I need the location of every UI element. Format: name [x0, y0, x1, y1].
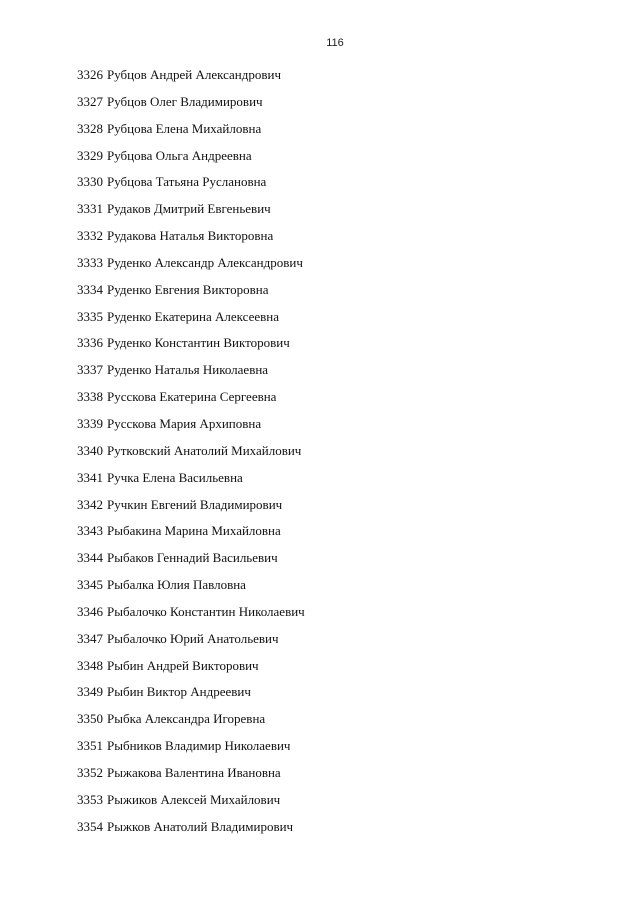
entry-number: 3339 [77, 415, 103, 431]
list-item [77, 388, 305, 415]
list-item [77, 657, 305, 684]
list-item [77, 522, 305, 549]
list-item [77, 683, 305, 710]
entry-name: Ручкин Евгений Владимирович [107, 496, 283, 512]
entry-name: Руденко Екатерина Алексеевна [107, 308, 280, 324]
list-item [77, 496, 305, 523]
entry-name: Рыбалочко Константин Николаевич [107, 603, 305, 619]
entry-number: 3354 [77, 818, 103, 834]
entry-name: Рыжков Анатолий Владимирович [107, 818, 294, 834]
list-item [77, 66, 305, 93]
entry-name: Руденко Наталья Николаевна [107, 362, 269, 378]
list-item [77, 791, 305, 818]
entry-name: Руденко Александр Александрович [107, 254, 303, 270]
entry-number: 3347 [77, 630, 103, 646]
entry-number: 3353 [77, 791, 103, 807]
entry-name: Рубцов Андрей Александрович [107, 67, 281, 82]
entry-name: Рудакова Наталья Викторовна [107, 228, 274, 244]
entry-name: Рубцова Елена Михайловна [107, 120, 262, 136]
list-item [77, 147, 305, 174]
entry-name: Рубцова Ольга Андреевна [107, 147, 252, 163]
entry-number: 3343 [77, 523, 103, 539]
entry-number: 3338 [77, 389, 103, 405]
entry-name: Рыбников Владимир Николаевич [107, 738, 291, 754]
list-item [77, 254, 305, 281]
entry-number: 3342 [77, 496, 103, 512]
list-item [77, 764, 305, 791]
entry-number: 3327 [77, 93, 103, 109]
entry-number: 3352 [77, 764, 103, 780]
list-item [77, 442, 305, 469]
name-list [77, 66, 305, 844]
list-item [77, 120, 305, 147]
list-item [77, 630, 305, 657]
entry-number: 3329 [77, 147, 103, 163]
entry-number: 3332 [77, 228, 103, 244]
entry-number: 3335 [77, 308, 103, 324]
list-item [77, 227, 305, 254]
entry-name: Руденко Константин Викторович [107, 335, 290, 351]
entry-name: Рудаков Дмитрий Евгеньевич [107, 201, 271, 217]
entry-number: 3351 [77, 738, 103, 754]
entry-name: Руденко Евгения Викторовна [107, 281, 269, 297]
entry-number: 3326 [77, 67, 103, 82]
list-item [77, 710, 305, 737]
entry-name: Ручка Елена Васильевна [107, 469, 243, 485]
list-item [77, 576, 305, 603]
entry-number: 3340 [77, 442, 103, 458]
list-item [77, 603, 305, 630]
list-item [77, 469, 305, 496]
entry-name: Рубцова Татьяна Руслановна [107, 174, 267, 190]
entry-number: 3350 [77, 711, 103, 727]
entry-name: Рыбалочко Юрий Анатольевич [107, 630, 279, 646]
entry-number: 3336 [77, 335, 103, 351]
entry-number: 3330 [77, 174, 103, 190]
list-item [77, 308, 305, 335]
entry-name: Русскова Екатерина Сергеевна [107, 389, 277, 405]
entry-number: 3348 [77, 657, 103, 673]
entry-name: Русскова Мария Архиповна [107, 415, 262, 431]
list-item [77, 549, 305, 576]
list-item [77, 818, 305, 845]
entry-number: 3349 [77, 684, 103, 700]
entry-name: Рыбка Александра Игоревна [107, 711, 266, 727]
page-number: 116 [326, 37, 344, 49]
list-item [77, 361, 305, 388]
entry-name: Рыжиков Алексей Михайлович [107, 791, 281, 807]
list-item [77, 737, 305, 764]
list-item [77, 93, 305, 120]
entry-number: 3328 [77, 120, 103, 136]
entry-name: Рубцов Олег Владимирович [107, 93, 263, 109]
entry-number: 3345 [77, 577, 103, 593]
entry-number: 3344 [77, 550, 103, 566]
list-item [77, 334, 305, 361]
list-item [77, 415, 305, 442]
entry-name: Рыбалка Юлия Павловна [107, 577, 246, 593]
entry-name: Рутковский Анатолий Михайлович [107, 442, 302, 458]
entry-name: Рыбин Андрей Викторович [107, 657, 259, 673]
entry-name: Рыбаков Геннадий Васильевич [107, 550, 278, 566]
list-item [77, 281, 305, 308]
entry-number: 3341 [77, 469, 103, 485]
entry-name: Рыбакина Марина Михайловна [107, 523, 281, 539]
entry-number: 3337 [77, 362, 103, 378]
entry-name: Рыжакова Валентина Ивановна [107, 764, 281, 780]
entry-number: 3346 [77, 603, 103, 619]
list-item [77, 200, 305, 227]
list-item [77, 173, 305, 200]
entry-number: 3334 [77, 281, 103, 297]
entry-number: 3333 [77, 254, 103, 270]
entry-name: Рыбин Виктор Андреевич [107, 684, 251, 700]
entry-number: 3331 [77, 201, 103, 217]
